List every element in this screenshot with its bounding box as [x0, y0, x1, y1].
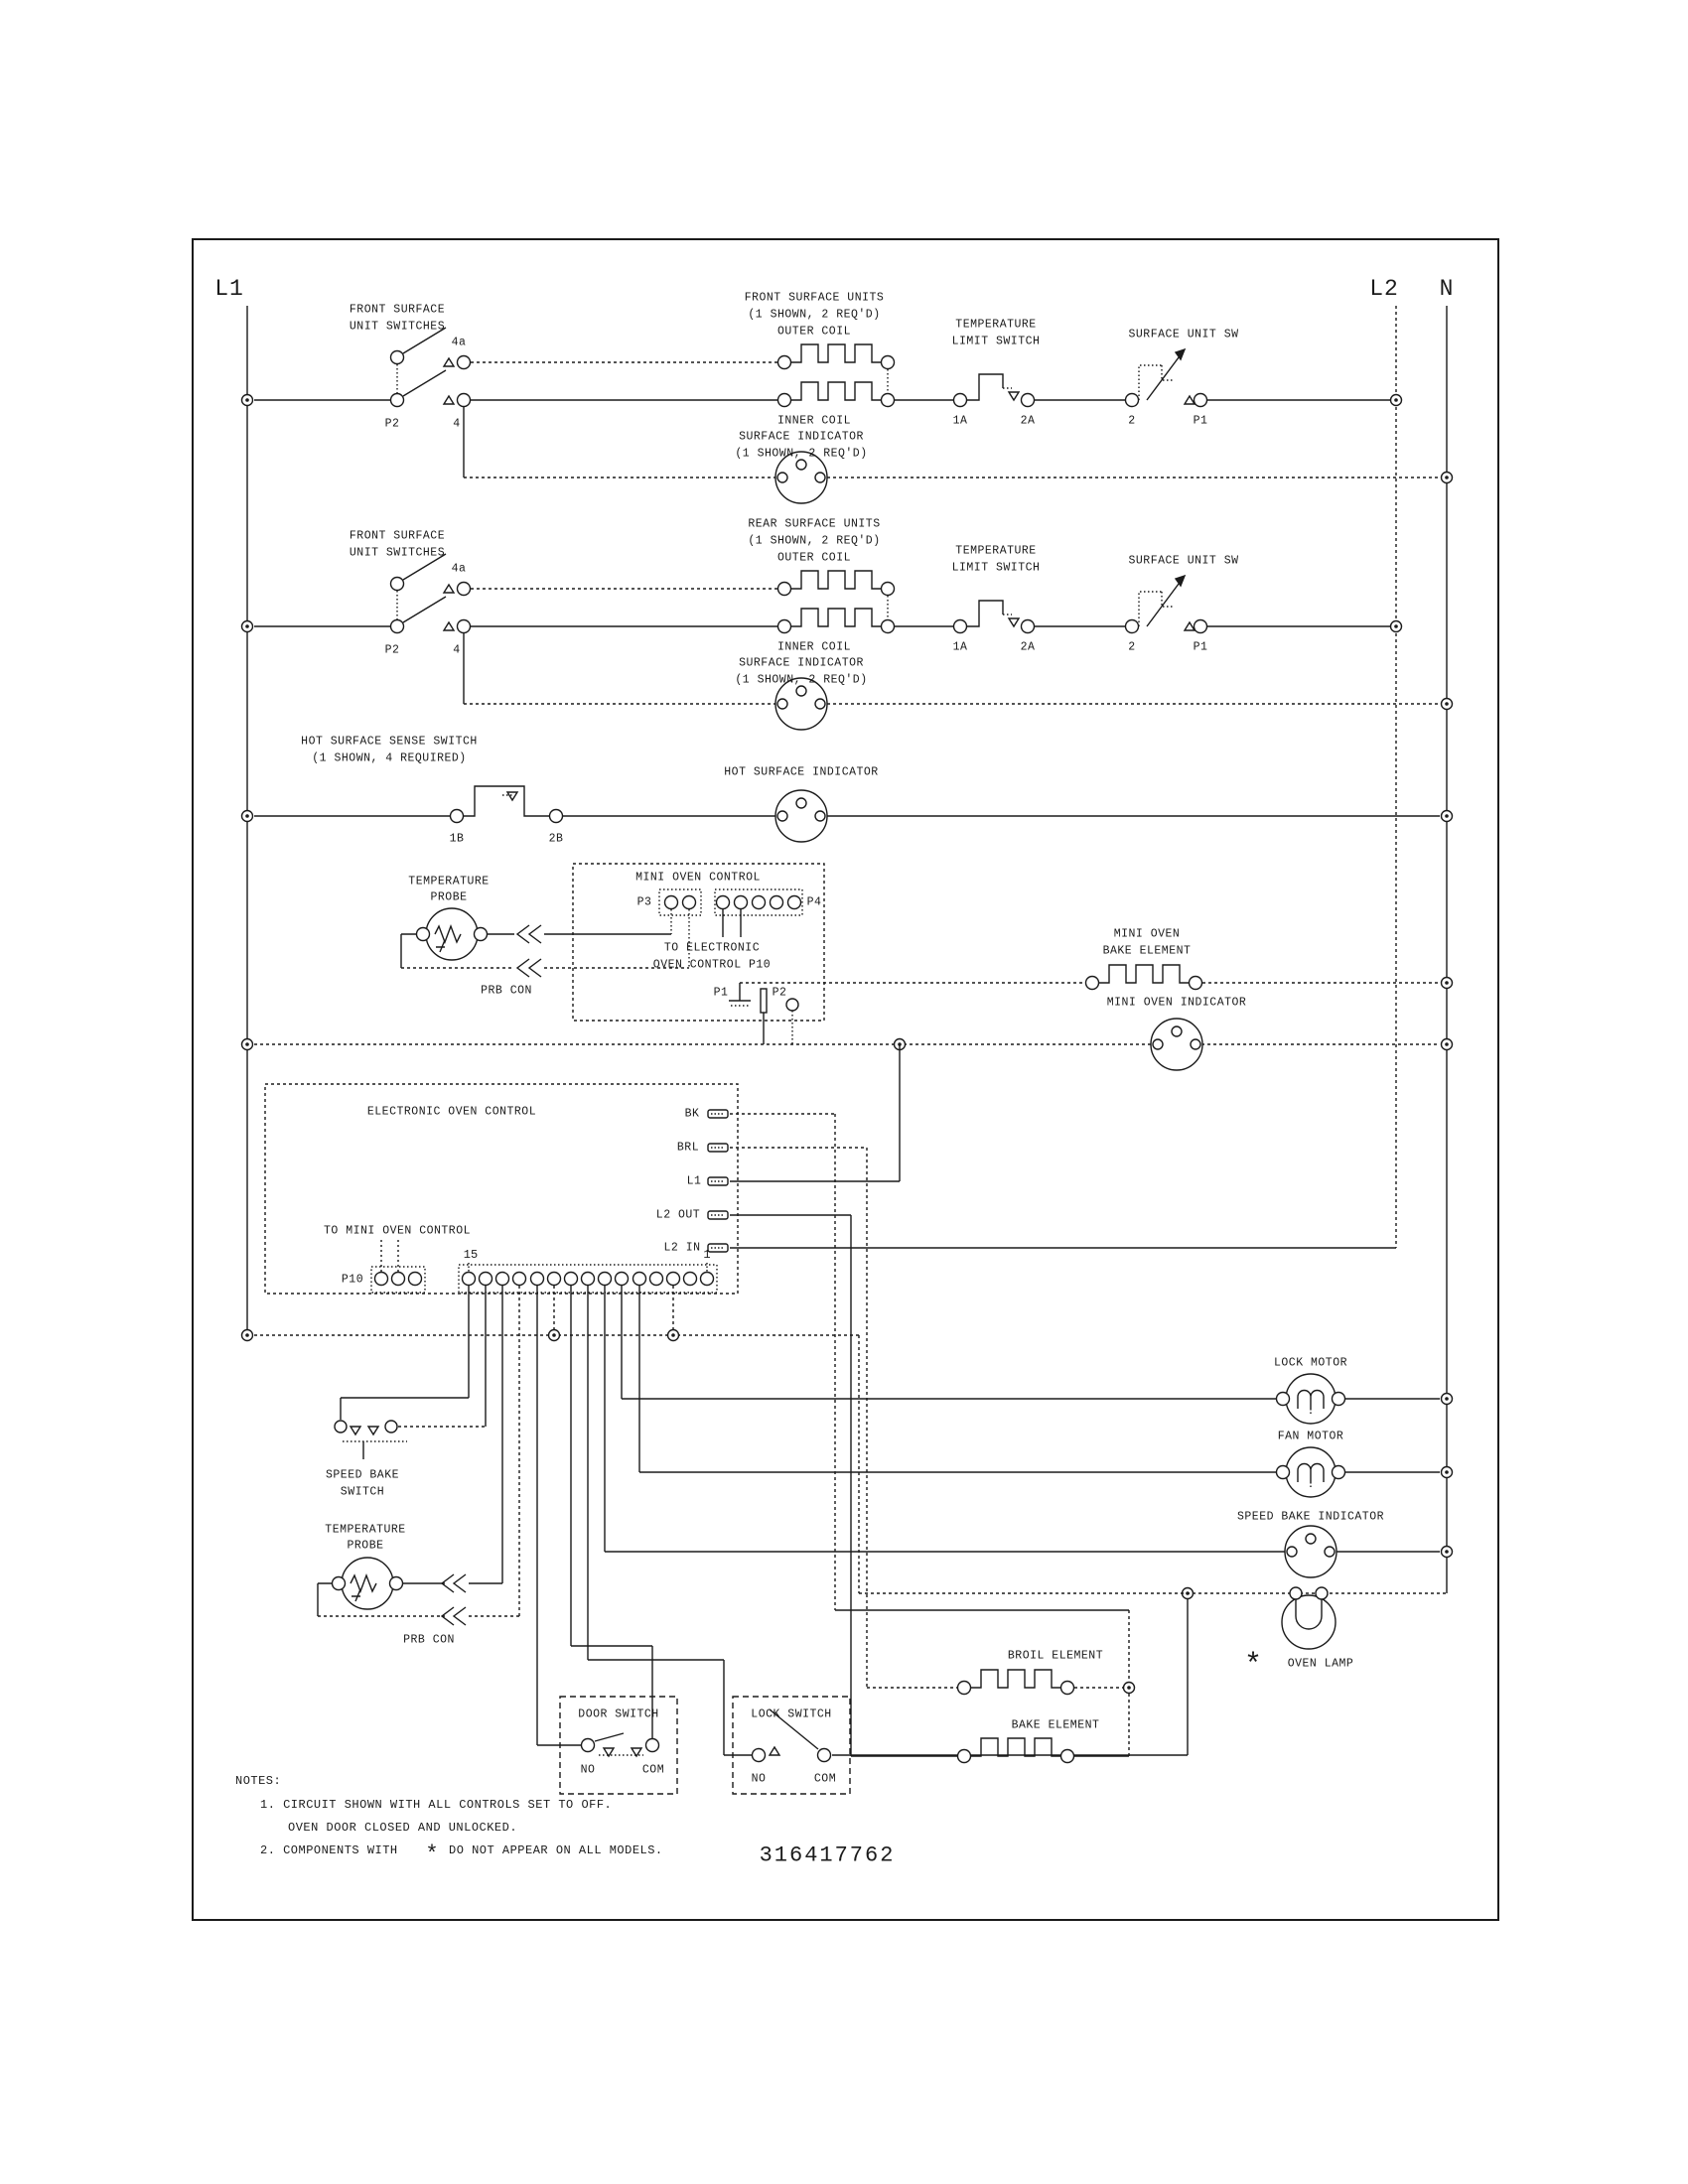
fan-motor: [639, 1447, 1453, 1497]
eoc-pin1-label: 1: [703, 1248, 711, 1262]
note-2-part-b: DO NOT APPEAR ON ALL MODELS.: [449, 1843, 663, 1857]
lock-no-label: NO: [751, 1772, 767, 1786]
mini-note-1: TO ELECTRONIC: [663, 941, 761, 955]
surface-indicator-label-1: SURFACE INDICATOR: [739, 430, 864, 444]
front-units-qty: (1 SHOWN, 2 REQ'D): [748, 308, 881, 322]
outer-coil-label: OUTER COIL: [776, 325, 852, 339]
eoc-title: ELECTRONIC OVEN CONTROL: [366, 1105, 537, 1119]
prb-con-label: PRB CON: [403, 1633, 455, 1647]
temp-limit-label-2: LIMIT SWITCH: [951, 335, 1041, 348]
note-2-asterisk: *: [425, 1842, 439, 1867]
mini-note-2: OVEN CONTROL P10: [652, 958, 772, 972]
asterisk-mark: *: [1243, 1649, 1263, 1683]
fan-motor-label: FAN MOTOR: [1277, 1430, 1344, 1443]
broil-element-label: BROIL ELEMENT: [1007, 1649, 1104, 1663]
terminal-4: 4: [453, 417, 461, 431]
connector-p4-label: P4: [806, 895, 822, 909]
terminal-2-2: 2: [1128, 640, 1136, 654]
notes-heading: NOTES:: [235, 1774, 282, 1788]
lock-motor-label: LOCK MOTOR: [1273, 1356, 1348, 1370]
eoc-l2in-label: L2 IN: [663, 1241, 701, 1255]
terminal-1b: 1B: [449, 832, 465, 846]
rear-units-qty: (1 SHOWN, 2 REQ'D): [748, 534, 881, 548]
terminal-p1: P1: [1193, 414, 1208, 428]
bake-element-label: BAKE ELEMENT: [1011, 1718, 1100, 1732]
mini-oven-indicator-label: MINI OVEN INDICATOR: [1106, 996, 1247, 1010]
bake-element: [851, 1738, 1129, 1763]
mini-p1-label: P1: [713, 986, 729, 1000]
mini-prb-con-label: PRB CON: [481, 984, 532, 998]
mini-oven-indicator-row: [242, 1019, 1453, 1070]
eoc-l2out-label: L2 OUT: [655, 1208, 701, 1222]
front-switch-title-2: UNIT SWITCHES: [349, 320, 446, 334]
terminal-p1-2: P1: [1193, 640, 1208, 654]
front-switch-title-1: FRONT SURFACE: [349, 303, 446, 317]
speed-bake-switch: [335, 1421, 407, 1459]
terminal-1a: 1A: [952, 414, 968, 428]
terminal-4a: 4a: [451, 336, 467, 349]
connector-p3-label: P3: [636, 895, 652, 909]
mini-bake-label-1: MINI OVEN: [1113, 927, 1181, 941]
mini-probe-label-1: TEMPERATURE: [408, 875, 490, 888]
hot-sense-label-2: (1 SHOWN, 4 REQUIRED): [312, 751, 467, 765]
mini-oven-bake-row: [740, 965, 1453, 990]
lock-switch-label: LOCK SWITCH: [751, 1707, 832, 1721]
speed-bake-label-1: SPEED BAKE: [325, 1468, 400, 1482]
front-switch2-title-1: FRONT SURFACE: [349, 529, 446, 543]
surface-unit-sw-label: SURFACE UNIT SW: [1128, 328, 1239, 341]
mini-bake-label-2: BAKE ELEMENT: [1102, 944, 1192, 958]
mini-oven-control-title: MINI OVEN CONTROL: [635, 871, 761, 885]
speed-bake-indicator: [605, 1526, 1453, 1577]
inner-coil-label: INNER COIL: [776, 414, 852, 428]
door-switch-label: DOOR SWITCH: [578, 1707, 659, 1721]
outer-coil-label-2: OUTER COIL: [776, 551, 852, 565]
front-units-title: FRONT SURFACE UNITS: [744, 291, 885, 305]
surface-indicator2-label-2: (1 SHOWN, 2 REQ'D): [735, 673, 868, 687]
part-number: 316417762: [759, 1843, 896, 1868]
terminal-2: 2: [1128, 414, 1136, 428]
temp-limit2-label-2: LIMIT SWITCH: [951, 561, 1041, 575]
eoc-brl-label: BRL: [676, 1141, 700, 1155]
eoc-p10-label: P10: [341, 1273, 364, 1287]
terminal-p2-2: P2: [384, 643, 400, 657]
mini-probe-label-2: PROBE: [430, 890, 468, 904]
speed-bake-indicator-label: SPEED BAKE INDICATOR: [1236, 1510, 1385, 1524]
probe-label-1: TEMPERATURE: [325, 1523, 406, 1537]
door-com-label: COM: [641, 1763, 665, 1777]
note-1-line-1: 1. CIRCUIT SHOWN WITH ALL CONTROLS SET TO OFF.: [260, 1798, 613, 1812]
hot-surface-indicator-label: HOT SURFACE INDICATOR: [724, 765, 879, 779]
eoc-pin15-label: 15: [463, 1248, 479, 1262]
eoc-pin-wires: [341, 1286, 752, 1755]
l1-bottom-row: [242, 1330, 860, 1594]
oven-lamp-label: OVEN LAMP: [1287, 1657, 1354, 1671]
terminal-4a-2: 4a: [451, 562, 467, 576]
surface-indicator-label-2: (1 SHOWN, 2 REQ'D): [735, 447, 868, 461]
inner-coil-label-2: INNER COIL: [776, 640, 852, 654]
terminal-p2: P2: [384, 417, 400, 431]
lock-com-label: COM: [813, 1772, 837, 1786]
rail-label-n: N: [1439, 276, 1455, 302]
broil-element: [867, 1670, 1135, 1695]
eoc-l1-label: L1: [686, 1174, 702, 1188]
note-1-line-2: OVEN DOOR CLOSED AND UNLOCKED.: [288, 1821, 518, 1835]
mini-temperature-probe: [401, 908, 689, 977]
terminal-2a: 2A: [1020, 414, 1036, 428]
note-2-part-a: 2. COMPONENTS WITH: [260, 1843, 398, 1857]
surface-indicator2-label-1: SURFACE INDICATOR: [739, 656, 864, 670]
terminal-1a-2: 1A: [952, 640, 968, 654]
terminal-2b: 2B: [548, 832, 564, 846]
lock-motor: [622, 1374, 1453, 1424]
hot-surface-circuit: [242, 786, 1453, 842]
hot-sense-label-1: HOT SURFACE SENSE SWITCH: [301, 735, 478, 749]
rail-label-l2: L2: [1369, 276, 1399, 302]
surface-unit-sw2-label: SURFACE UNIT SW: [1128, 554, 1239, 568]
mini-p2-label: P2: [772, 986, 787, 1000]
temp-limit2-label-1: TEMPERATURE: [955, 544, 1037, 558]
terminal-4-2: 4: [453, 643, 461, 657]
speed-bake-label-2: SWITCH: [340, 1485, 385, 1499]
eoc-tomini-label: TO MINI OVEN CONTROL: [323, 1224, 472, 1238]
terminal-2a-2: 2A: [1020, 640, 1036, 654]
probe-label-2: PROBE: [347, 1539, 384, 1553]
door-no-label: NO: [580, 1763, 596, 1777]
rear-units-title: REAR SURFACE UNITS: [748, 517, 881, 531]
front-switch2-title-2: UNIT SWITCHES: [349, 546, 446, 560]
oven-lamp: [859, 1587, 1447, 1649]
eoc-bk-label: BK: [684, 1107, 700, 1121]
rail-label-l1: L1: [214, 276, 244, 302]
temp-limit-label-1: TEMPERATURE: [955, 318, 1037, 332]
oven-temperature-probe: [318, 1558, 519, 1625]
